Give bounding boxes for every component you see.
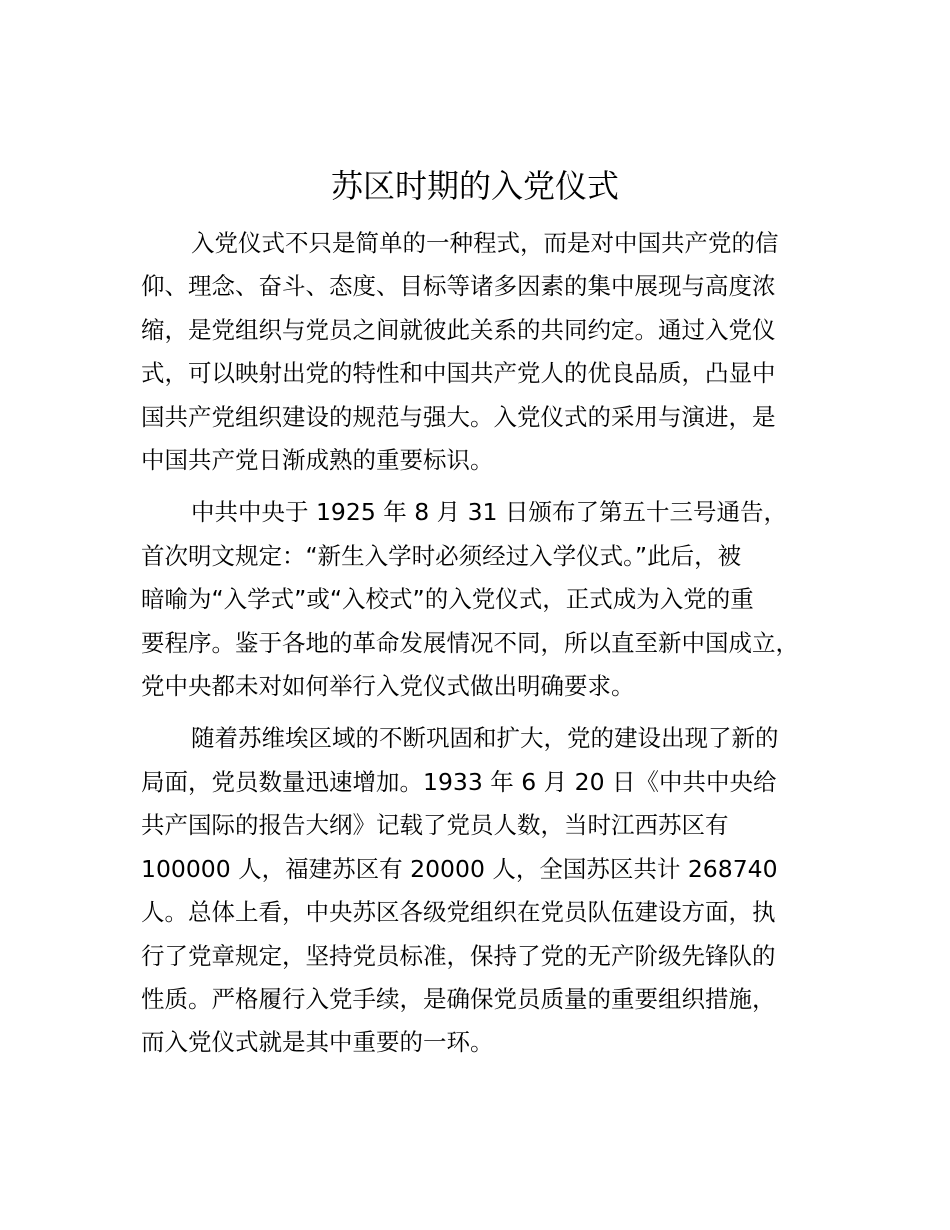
paragraph-line: 国共产党组织建设的规范与强大。入党仪式的采用与演进，是	[141, 402, 776, 431]
paragraph-line: 暗喻为“入学式”或“入校式”的入党仪式，正式成为入党的重	[141, 585, 754, 614]
paragraph-line: 人。总体上看，中央苏区各级党组织在党员队伍建设方面，执	[141, 898, 776, 927]
paragraph-line: 党中央都未对如何举行入党仪式做出明确要求。	[141, 672, 635, 701]
paragraph-line: 首次明文规定：“新生入学时必须经过入学仪式。”此后，被	[141, 541, 742, 570]
paragraph-line: 中共中央于 1925 年 8 月 31 日颁布了第五十三号通告，	[191, 498, 787, 527]
paragraph-line: 100000 人，福建苏区有 20000 人，全国苏区共计 268740	[141, 854, 778, 883]
document-title: 苏区时期的入党仪式	[330, 167, 619, 205]
paragraph-line: 行了党章规定，坚持党员标准，保持了党的无产阶级先锋队的	[141, 941, 776, 970]
paragraph-line: 性质。严格履行入党手续，是确保党员质量的重要组织措施，	[141, 984, 776, 1013]
paragraph-line: 局面，党员数量迅速增加。1933 年 6 月 20 日《中共中央给	[141, 767, 777, 796]
paragraph-line: 随着苏维埃区域的不断巩固和扩大，党的建设出现了新的	[191, 724, 779, 753]
paragraph-2	[141, 491, 841, 708]
paragraph-line: 缩，是党组织与党员之间就彼此关系的共同约定。通过入党仪	[141, 315, 776, 344]
paragraph-line: 式，可以映射出党的特性和中国共产党人的优良品质，凸显中	[141, 359, 776, 388]
paragraph-line: 入党仪式不只是简单的一种程式，而是对中国共产党的信	[191, 229, 779, 257]
paragraph-1	[141, 222, 841, 482]
paragraph-3	[141, 717, 841, 1064]
paragraph-line: 共产国际的报告大纲》记载了党员人数，当时江西苏区有	[141, 811, 729, 840]
paragraph-line: 中国共产党日渐成熟的重要标识。	[141, 446, 494, 475]
paragraph-line: 而入党仪式就是其中重要的一环。	[141, 1028, 494, 1057]
paragraph-line: 要程序。鉴于各地的革命发展情况不同，所以直至新中国成立，	[141, 628, 799, 657]
paragraph-line: 仰、理念、奋斗、态度、目标等诸多因素的集中展现与高度浓	[141, 272, 776, 301]
document-body	[141, 222, 841, 1074]
